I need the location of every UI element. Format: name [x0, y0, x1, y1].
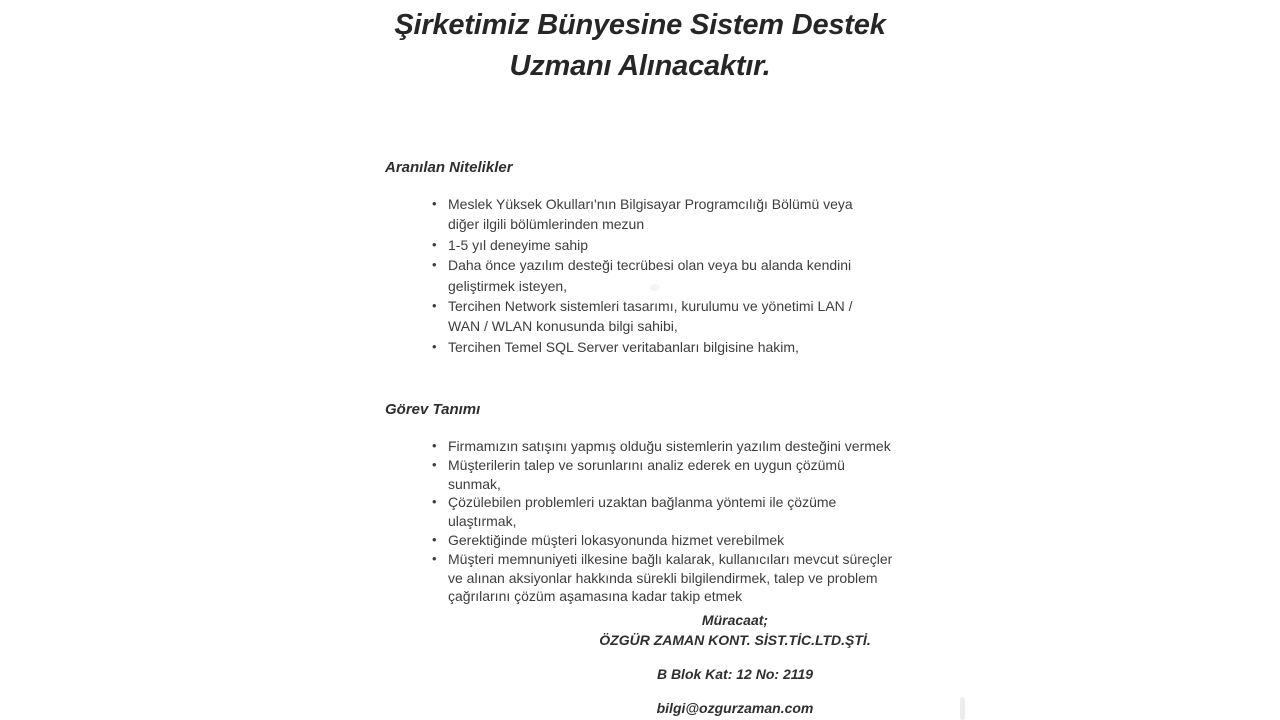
- list-item: • Gerektiğinde müşteri lokasyonunda hizmet verebilmek: [431, 531, 899, 550]
- scan-artifact: [650, 284, 660, 291]
- scan-artifact: [960, 697, 965, 720]
- list-item: • Müşteri memnuniyeti ilkesine bağlı kalarak, kullanıcıları mevcut süreçler ve alınan aksiyonlar hakkında sürekli bilgilendirmek, talep ve problem çağrılarını çözüm aşamasına kadar takip etmek: [431, 550, 899, 606]
- address-line: B Blok Kat: 12 No: 2119: [656, 666, 814, 682]
- qualifications-list: [431, 194, 883, 357]
- list-item: • Daha önce yazılım desteği tecrübesi olan veya bu alanda kendini geliştirmek isteyen,: [431, 255, 883, 296]
- title-line-2: Uzmanı Alınacaktır.: [509, 50, 771, 82]
- section-heading-qualifications: Aranılan Nitelikler: [385, 159, 513, 176]
- list-item: • 1-5 yıl deneyime sahip: [431, 235, 883, 255]
- page-title: [0, 5, 1280, 87]
- contact-block: [485, 611, 985, 718]
- list-item: • Firmamızın satışını yapmış olduğu sistemlerin yazılım desteğini vermek: [431, 437, 899, 456]
- company-name: ÖZGÜR ZAMAN KONT. SİST.TİC.LTD.ŞTİ.: [599, 631, 871, 648]
- list-item: • Çözülebilen problemleri uzaktan bağlanma yöntemi ile çözüme ulaştırmak,: [431, 493, 899, 531]
- list-item: • Tercihen Network sistemleri tasarımı, kurulumu ve yönetimi LAN / WAN / WLAN konusunda bilgi sahibi,: [431, 296, 883, 337]
- list-item: • Müşterilerin talep ve sorunlarını analiz ederek en uygun çözümü sunmak,: [431, 456, 899, 494]
- contact-heading: Müracaat;: [701, 612, 769, 628]
- list-item: • Tercihen Temel SQL Server veritabanları bilgisine hakim,: [431, 337, 883, 357]
- list-item: • Meslek Yüksek Okulları'nın Bilgisayar Programcılığı Bölümü veya diğer ilgili bölümlerinden mezun: [431, 194, 883, 235]
- contact-email: bilgi@ozgurzaman.com: [656, 699, 814, 716]
- job-description-list: [431, 437, 899, 606]
- section-heading-job-description: Görev Tanımı: [385, 401, 481, 418]
- title-line-1: Şirketimiz Bünyesine Sistem Destek: [394, 9, 886, 41]
